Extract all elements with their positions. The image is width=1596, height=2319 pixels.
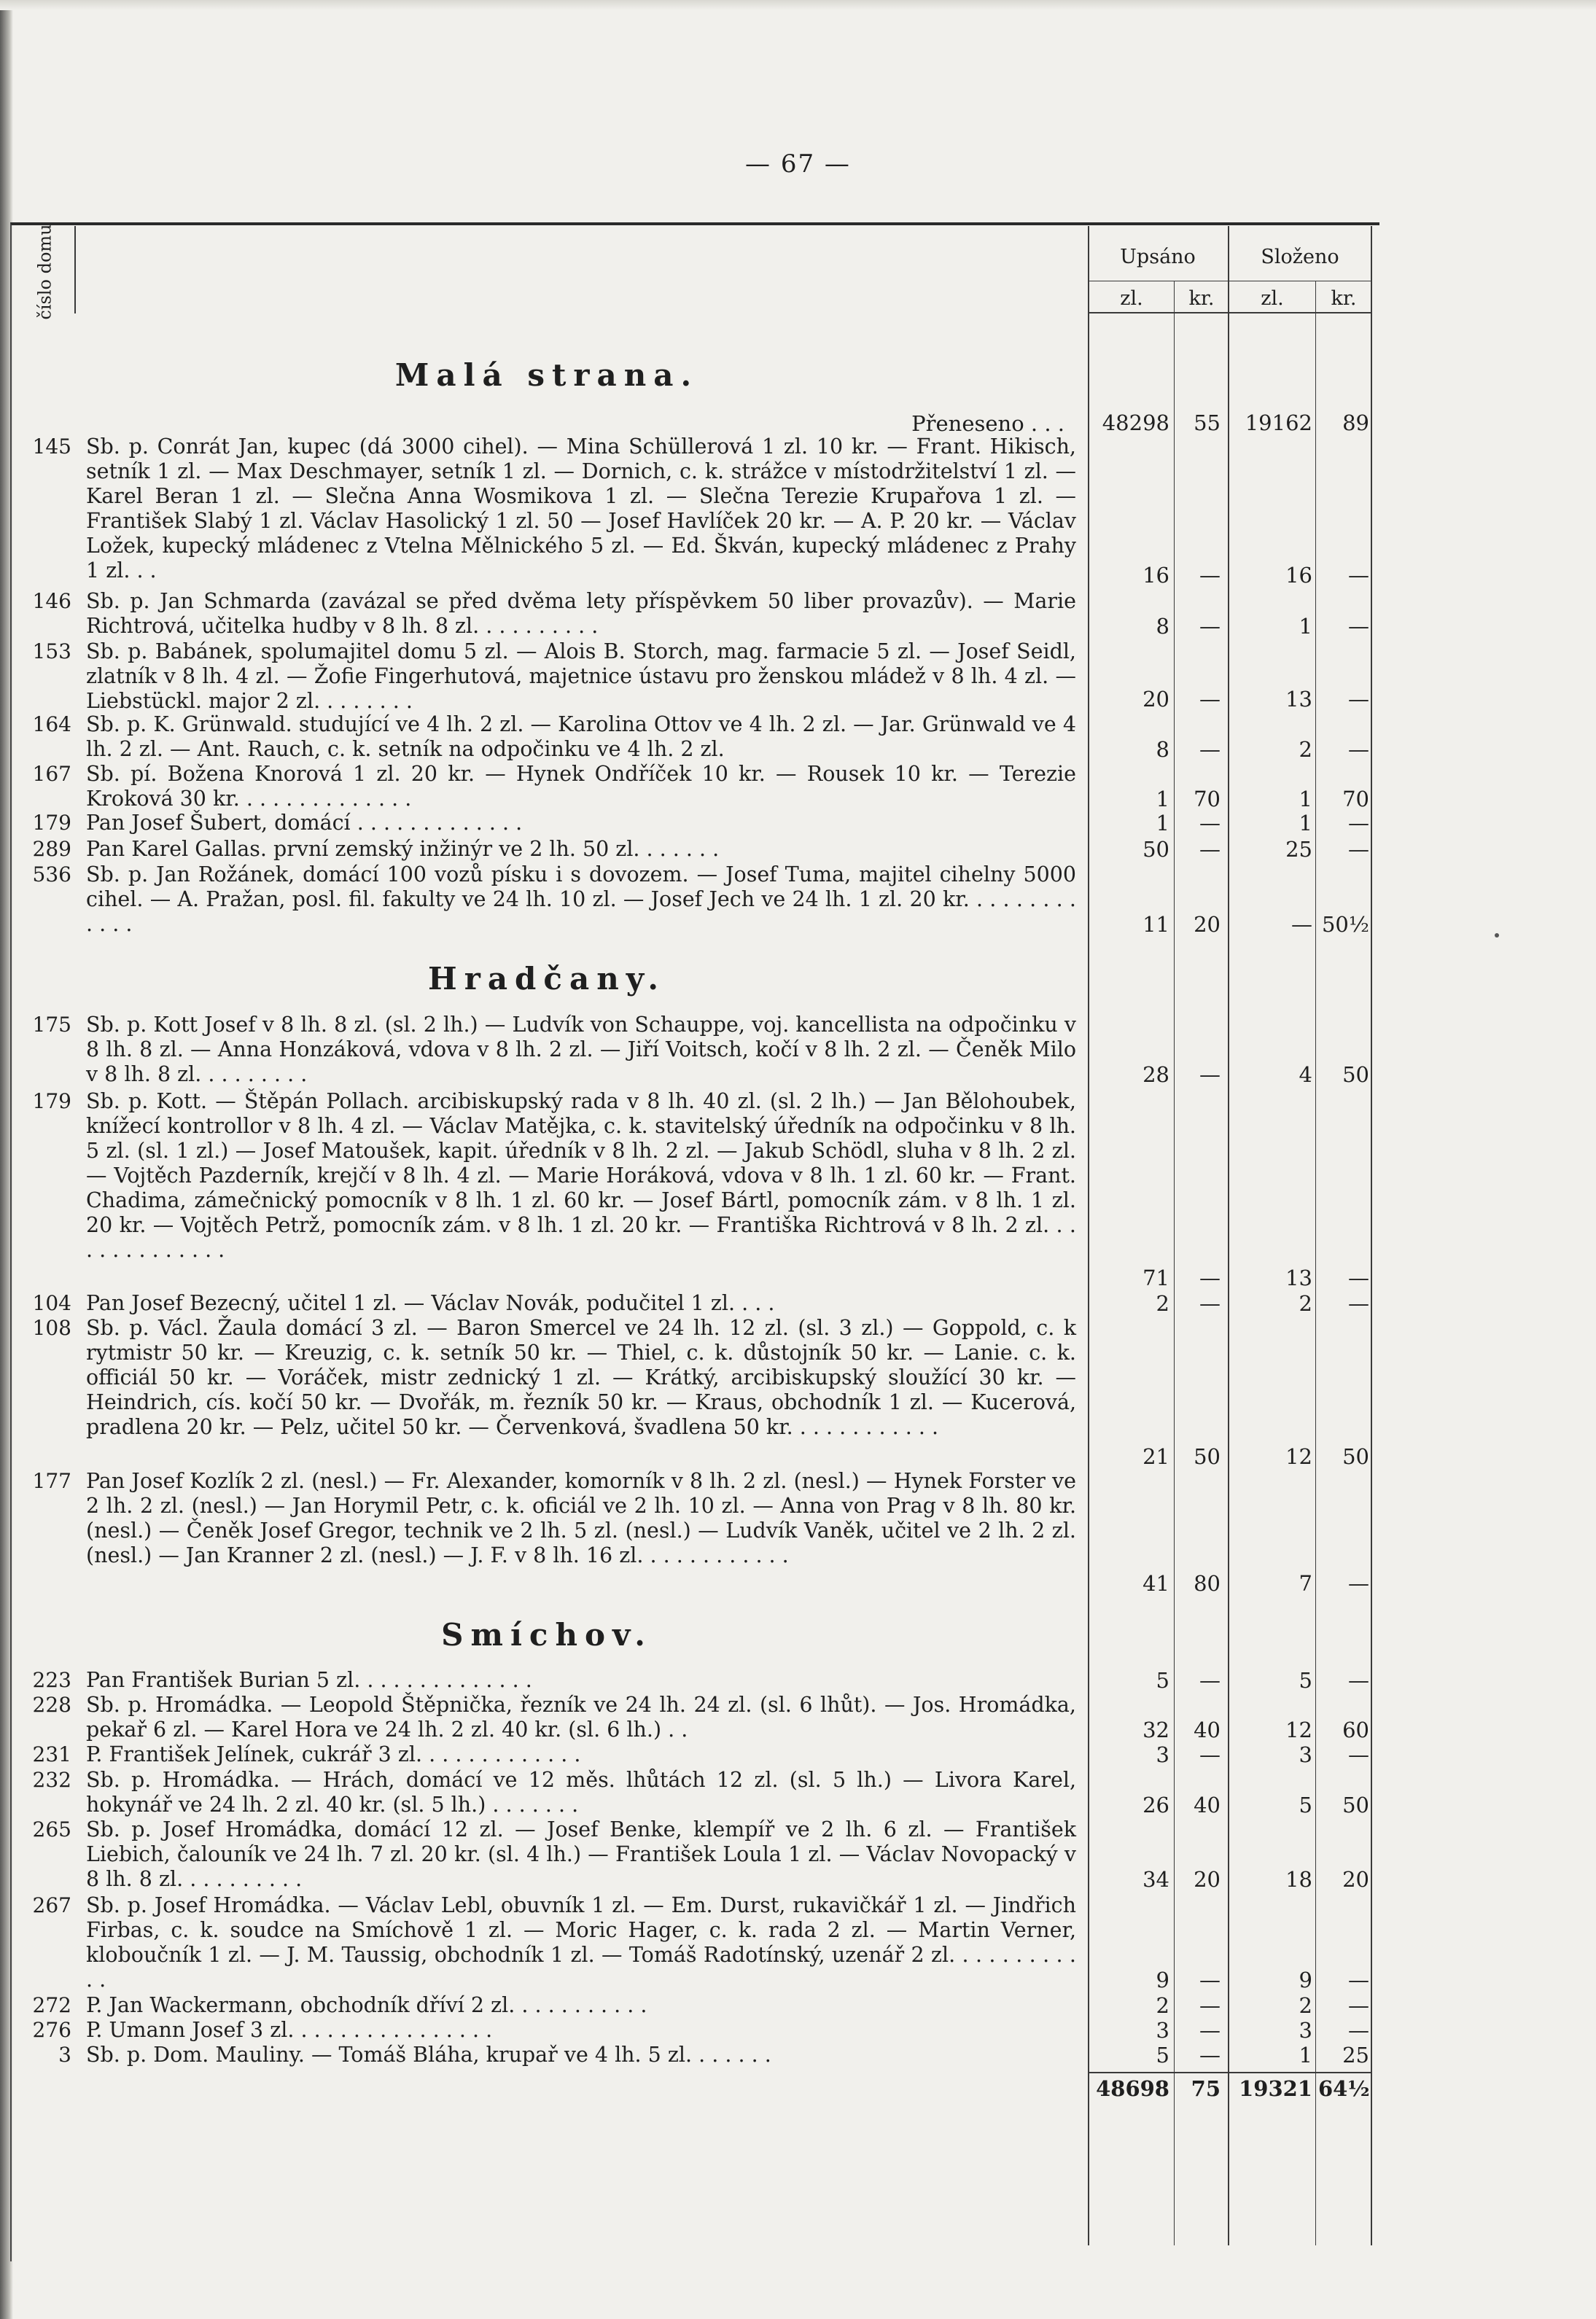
house-number: 272: [32, 1993, 71, 2017]
slozeno-zl: 9: [1299, 1968, 1312, 1992]
entry-text: Sb. p. Hromádka. — Hrách, domácí ve 12 měs. lhůtách 12 zl. (sl. 5 lh.) — Livora Karel, hokynář ve 24 lh. 2 zl. 40 kr. (sl. 5 lh.) . . . . . . .: [86, 1768, 1076, 1817]
entry-text: Pan Josef Bezecný, učitel 1 zl. — Václav Novák, podučitel 1 zl. . . .: [86, 1291, 775, 1315]
slozeno-kr: 50: [1342, 1793, 1369, 1817]
slozeno-kr: —: [1348, 1668, 1369, 1693]
upsano-kr: —: [1199, 1291, 1221, 1316]
house-number: 104: [32, 1291, 71, 1315]
house-number: 167: [32, 762, 71, 786]
upsano-zl: 3: [1156, 1742, 1169, 1767]
upsano-kr: —: [1199, 614, 1221, 639]
house-number: 145: [32, 434, 71, 459]
entry-text: Pan František Burian 5 zl. . . . . . . . . . . . . .: [86, 1668, 532, 1692]
slozeno-zl: 7: [1299, 1571, 1312, 1596]
upsano-kr: —: [1199, 563, 1221, 588]
slozeno-zl: 2: [1299, 1993, 1312, 2018]
upsano-zl: 21: [1142, 1444, 1169, 1469]
upsano-zl: 28: [1142, 1062, 1169, 1087]
upsano-kr: —: [1199, 1266, 1221, 1290]
entry-text: P. Umann Josef 3 zl. . . . . . . . . . . . . . . .: [86, 2018, 493, 2042]
slozeno-kr: —: [1348, 687, 1369, 712]
section-title-smichov: Smíchov.: [441, 1617, 653, 1653]
upsano-kr: 20: [1194, 912, 1221, 937]
carried-over-label: Přeneseno . . .: [911, 411, 1064, 436]
slozeno-kr: —: [1348, 1993, 1369, 2018]
entry-text: Sb. p. Václ. Žaula domácí 3 zl. — Baron Smercel ve 24 lh. 12 zl. (sl. 3 zl.) — Goppold, c. k rytmistr 50 kr. — Kreuzig, c. k. setník 50 kr. — Thiel, c. k. důstojník 50 kr. — Lanie. c. k. officiál 50 kr. — Voráček, mistr zednický 1 zl. — Krátký, arcibiskupský sloužící 30 kr. — Heindrich, cís. kočí 50 kr. — Dvořák, m. řezník 50 kr. — Kraus, obchodník 1 zl. — Kucerová, pradlena 20 kr. — Pelz, učitel 50 kr. — Červenková, švadlena 50 kr. . . . . . . . . . . .: [86, 1316, 1076, 1439]
slozeno-kr: —: [1348, 1291, 1369, 1316]
slozeno-kr: —: [1348, 563, 1369, 588]
carried-slozeno-kr: 89: [1342, 410, 1369, 435]
slozeno-kr: —: [1348, 1742, 1369, 1767]
upsano-kr: 80: [1194, 1571, 1221, 1596]
upsano-kr: 20: [1194, 1867, 1221, 1892]
house-number: 175: [32, 1013, 71, 1037]
slozeno-kr: 25: [1342, 2043, 1369, 2067]
slozeno-zl: 12: [1285, 1718, 1312, 1742]
house-number: 108: [32, 1316, 71, 1340]
slozeno-zl: 3: [1299, 2018, 1312, 2043]
upsano-kr: —: [1199, 1062, 1221, 1087]
upsano-kr: —: [1199, 737, 1221, 762]
upsano-zl: 8: [1156, 614, 1169, 639]
slozeno-kr: —: [1348, 1266, 1369, 1290]
total-slozeno-zl: 19321: [1239, 2076, 1312, 2101]
house-number: 179: [32, 1089, 71, 1113]
house-number-column-header: [16, 224, 74, 320]
page-number: — 67 —: [745, 149, 851, 179]
slozeno-zl: 13: [1285, 1266, 1312, 1290]
upsano-zl: 8: [1156, 737, 1169, 762]
section-title-mala-strana: Malá strana.: [394, 357, 699, 393]
slozeno-kr: 20: [1342, 1867, 1369, 1892]
entry-text: Sb. p. Kott. — Štěpán Pollach. arcibiskupský rada v 8 lh. 40 zl. (sl. 2 lh.) — Jan Bělohoubek, knížecí kontrollor v 8 lh. 4 zl. — Václav Matějka, c. k. stavitelský úředník na odpočinku v 8 lh. 5 zl. (sl. 1 zl.) — Josef Matoušek, kapit. úředník v 8 lh. 2 zl. — Jakub Schödl, sluha v 8 lh. 2 zl. — Vojtěch Pazderník, krejčí v 8 lh. 4 zl. — Marie Horáková, vdova v 8 lh. 1 zl. 60 kr. — Frant. Chadima, zámečnický pomocník v 8 lh. 1 zl. 60 kr. — Josef Bártl, pomocník zám. v 8 lh. 1 zl. 20 kr. — Vojtěch Petrž, pomocník zám. v 8 lh. 1 zl. 20 kr. — Františka Richtrová v 8 lh. 2 zl. . . . . . . . . . . . . .: [86, 1089, 1076, 1262]
upsano-kr: —: [1199, 687, 1221, 712]
slozeno-zl: 1: [1299, 614, 1312, 639]
column-divider-slozeno-kr: [1315, 281, 1316, 2245]
house-number: 265: [32, 1817, 71, 1841]
section-title-hradcany: Hradčany.: [428, 961, 666, 997]
slozeno-kr: 50½: [1321, 912, 1369, 937]
slozeno-zl: 12: [1285, 1444, 1312, 1469]
entry-text: Pan Karel Gallas. první zemský inžinýr ve 2 lh. 50 zl. . . . . . .: [86, 837, 720, 861]
house-number: 179: [32, 811, 71, 835]
slozeno-kr: —: [1348, 2018, 1369, 2043]
entry-text: Sb. pí. Božena Knorová 1 zl. 20 kr. — Hynek Ondříček 10 kr. — Rousek 10 kr. — Terezie Kroková 30 kr. . . . . . . . . . . . . .: [86, 762, 1076, 811]
slozeno-kr: —: [1348, 811, 1369, 835]
slozeno-kr: 60: [1342, 1718, 1369, 1742]
slozeno-kr: —: [1348, 1571, 1369, 1596]
upsano-kr: —: [1199, 2043, 1221, 2067]
house-number: 276: [32, 2018, 71, 2042]
slozeno-zl: 2: [1299, 1291, 1312, 1316]
entry-text: Pan Josef Kozlík 2 zl. (nesl.) — Fr. Alexander, komorník v 8 lh. 2 zl. (nesl.) — Hynek Forster ve 2 lh. 2 zl. (nesl.) — Jan Horymil Petr, c. k. oficiál ve 2 lh. 10 zl. — Anna von Prag v 8 lh. 80 kr. (nesl.) — Čeněk Josef Gregor, technik ve 2 lh. 5 zl. (nesl.) — Ludvík Vaněk, učitel ve 2 lh. 2 zl. (nesl.) — Jan Kranner 2 zl. (nesl.) — J. F. v 8 lh. 16 zl. . . . . . . . . . . .: [86, 1469, 1076, 1567]
upsano-zl: 11: [1142, 912, 1169, 937]
house-number: 267: [32, 1893, 71, 1917]
house-number: 228: [32, 1693, 71, 1717]
upsano-kr: —: [1199, 1968, 1221, 1992]
upsano-kr: —: [1199, 1742, 1221, 1767]
upsano-zl: 2: [1156, 1993, 1169, 2018]
upsano-zl: 2: [1156, 1291, 1169, 1316]
house-number: 231: [32, 1742, 71, 1766]
upsano-kr: —: [1199, 811, 1221, 835]
slozeno-header: Složeno: [1261, 246, 1339, 268]
column-divider-amounts: [1088, 226, 1089, 2245]
top-edge-shadow: [0, 0, 1596, 10]
house-number: 536: [32, 862, 71, 886]
upsano-kr: 50: [1194, 1444, 1221, 1469]
carried-upsano-kr: 55: [1194, 410, 1221, 435]
upsano-zl: 71: [1142, 1266, 1169, 1290]
column-divider-upsano-kr: [1174, 281, 1175, 2245]
slozeno-kr: —: [1348, 737, 1369, 762]
total-upsano-zl: 48698: [1096, 2076, 1169, 2101]
slozeno-zl: 1: [1299, 787, 1312, 811]
entry-text: Sb. p. Hromádka. — Leopold Štěpnička, řezník ve 24 lh. 24 zl. (sl. 6 lhůt). — Jos. Hromádka, pekař 6 zl. — Karel Hora ve 24 lh. 2 zl. 40 kr. (sl. 6 lh.) . .: [86, 1693, 1076, 1742]
house-number: 153: [32, 639, 71, 663]
slozeno-zl: 25: [1285, 837, 1312, 862]
upsano-zl: 50: [1142, 837, 1169, 862]
upsano-kr: —: [1199, 2018, 1221, 2043]
upsano-zl: 32: [1142, 1718, 1169, 1742]
slozeno-zl: 13: [1285, 687, 1312, 712]
slozeno-zl: —: [1291, 912, 1312, 937]
slozeno-zl: 18: [1285, 1867, 1312, 1892]
entry-text: Sb. p. Jan Schmarda (zavázal se před dvěma lety příspěvkem 50 liber provazův). — Marie Richtrová, učitelka hudby v 8 lh. 8 zl. . . . . . . . . .: [86, 589, 1076, 638]
slozeno-zl: 4: [1299, 1062, 1312, 1087]
house-number: 3: [58, 2043, 71, 2067]
entry-text: Sb. p. Kott Josef v 8 lh. 8 zl. (sl. 2 lh.) — Ludvík von Schauppe, voj. kancellista na odpočinku v 8 lh. 8 zl. — Anna Honzáková, vdova v 8 lh. 2 zl. — Jiří Voitsch, kočí v 8 lh. 2 zl. — Čeněk Milo v 8 lh. 8 zl. . . . . . . . .: [86, 1013, 1076, 1086]
entry-text: Sb. p. Josef Hromádka. — Václav Lebl, obuvník 1 zl. — Em. Durst, rukavičkář 1 zl. — Jindřich Firbas, c. k. soudce na Smíchově 1 zl. — Moric Hager, c. k. rada 2 zl. — Martin Verner, kloboučník 1 zl. — J. M. Taussig, obchodník 1 zl. — Tomáš Radotínský, uzenář 2 zl. . . . . . . . . . . .: [86, 1893, 1076, 1992]
upsano-kr: 40: [1194, 1793, 1221, 1817]
slozeno-kr-header: kr.: [1331, 287, 1357, 310]
house-number: 164: [32, 712, 71, 736]
house-number-label: číslo domu: [35, 224, 55, 320]
house-number: 146: [32, 589, 71, 613]
upsano-kr: 70: [1194, 787, 1221, 811]
header-divider-number: [74, 226, 76, 313]
upsano-kr: 40: [1194, 1718, 1221, 1742]
entry-text: Sb. p. Josef Hromádka, domácí 12 zl. — Josef Benke, klempíř ve 2 lh. 6 zl. — František Liebich, čalouník ve 24 lh. 7 zl. 20 kr. (sl. 4 lh.) — František Loula 1 zl. — Václav Novopacký v 8 lh. 8 zl. . . . . . . . . .: [86, 1817, 1076, 1891]
column-divider-slozeno: [1228, 226, 1229, 2245]
total-upsano-kr: 75: [1191, 2076, 1221, 2101]
entry-text: P. Jan Wackermann, obchodník dříví 2 zl. . . . . . . . . . .: [86, 1993, 647, 2017]
upsano-kr: —: [1199, 837, 1221, 862]
slozeno-zl: 5: [1299, 1668, 1312, 1693]
upsano-zl: 41: [1142, 1571, 1169, 1596]
house-number: 289: [32, 837, 71, 861]
upsano-zl: 20: [1142, 687, 1169, 712]
slozeno-zl: 2: [1299, 737, 1312, 762]
slozeno-zl: 1: [1299, 811, 1312, 835]
entry-text: Sb. p. Dom. Mauliny. — Tomáš Bláha, krupař ve 4 lh. 5 zl. . . . . . .: [86, 2043, 771, 2067]
entry-text: Pan Josef Šubert, domácí . . . . . . . . . . . . .: [86, 811, 523, 835]
upsano-zl: 34: [1142, 1867, 1169, 1892]
upsano-kr-header: kr.: [1188, 287, 1215, 310]
upsano-header: Upsáno: [1120, 246, 1196, 268]
slozeno-zl-header: zl.: [1261, 287, 1284, 310]
slozeno-kr: 70: [1342, 787, 1369, 811]
entry-text: Sb. p. Conrát Jan, kupec (dá 3000 cihel). — Mina Schüllerová 1 zl. 10 kr. — Frant. Hikisch, setník 1 zl. — Max Deschmayer, setník 1 zl. — Dornich, c. k. strážce v místodržitelství 1 zl. — Karel Beran 1 zl. — Slečna Anna Wosmikova 1 zl. — Slečna Terezie Krupařova 1 zl. — František Slabý 1 zl. Václav Hasolický 1 zl. 50 — Josef Havlíček 20 kr. — A. P. 20 kr. — Václav Ložek, kupecký mládenec z Vtelna Mělnického 5 zl. — Ed. Škván, kupecký mládenec z Prahy 1 zl. . .: [86, 434, 1076, 582]
entry-text: Sb. p. Jan Rožánek, domácí 100 vozů písku i s dovozem. — Josef Tuma, majitel cihelny 5000 cihel. — A. Pražan, posl. fil. fakulty ve 24 lh. 10 zl. — Josef Jech ve 24 lh. 1 zl. 20 kr. . . . . . . . . . . . .: [86, 862, 1076, 936]
table-right-border: [1371, 226, 1372, 2245]
slozeno-kr: —: [1348, 614, 1369, 639]
slozeno-kr: 50: [1342, 1062, 1369, 1087]
total-slozeno-kr: 64½: [1318, 2076, 1370, 2101]
upsano-zl-header: zl.: [1120, 287, 1143, 310]
upsano-kr: —: [1199, 1993, 1221, 2018]
slozeno-kr: 50: [1342, 1444, 1369, 1469]
upsano-zl: 1: [1156, 811, 1169, 835]
entry-text: Sb. p. Babánek, spolumajitel domu 5 zl. — Alois B. Storch, mag. farmacie 5 zl. — Josef Seidl, zlatník v 8 lh. 4 zl. — Žofie Fingerhutová, majetnice ústavu pro ženskou mládež v 8 lh. 4 zl. — Liebstückl. major 2 zl. . . . . . . .: [86, 639, 1076, 713]
entry-text: P. František Jelínek, cukrář 3 zl. . . . . . . . . . . . .: [86, 1742, 581, 1766]
slozeno-zl: 16: [1285, 563, 1312, 588]
slozeno-zl: 3: [1299, 1742, 1312, 1767]
carried-slozeno-zl: 19162: [1245, 410, 1312, 435]
upsano-zl: 26: [1142, 1793, 1169, 1817]
slozeno-zl: 1: [1299, 2043, 1312, 2067]
upsano-zl: 5: [1156, 1668, 1169, 1693]
house-number: 232: [32, 1768, 71, 1792]
house-number: 177: [32, 1469, 71, 1493]
upsano-zl: 5: [1156, 2043, 1169, 2067]
paper-speck: [1495, 933, 1499, 938]
upsano-zl: 1: [1156, 787, 1169, 811]
upsano-zl: 16: [1142, 563, 1169, 588]
carried-upsano-zl: 48298: [1102, 410, 1169, 435]
house-number: 223: [32, 1668, 71, 1692]
upsano-zl: 3: [1156, 2018, 1169, 2043]
upsano-kr: —: [1199, 1668, 1221, 1693]
slozeno-kr: —: [1348, 1968, 1369, 1992]
total-rule: [1088, 2072, 1372, 2073]
slozeno-kr: —: [1348, 837, 1369, 862]
slozeno-zl: 5: [1299, 1793, 1312, 1817]
header-bottom-line: [1088, 312, 1372, 313]
upsano-zl: 9: [1156, 1968, 1169, 1992]
entry-text: Sb. p. K. Grünwald. studující ve 4 lh. 2 zl. — Karolina Ottov ve 4 lh. 2 zl. — Jar. Grünwald ve 4 lh. 2 zl. — Ant. Rauch, c. k. setník na odpočinku ve 4 lh. 2 zl.: [86, 712, 1076, 761]
